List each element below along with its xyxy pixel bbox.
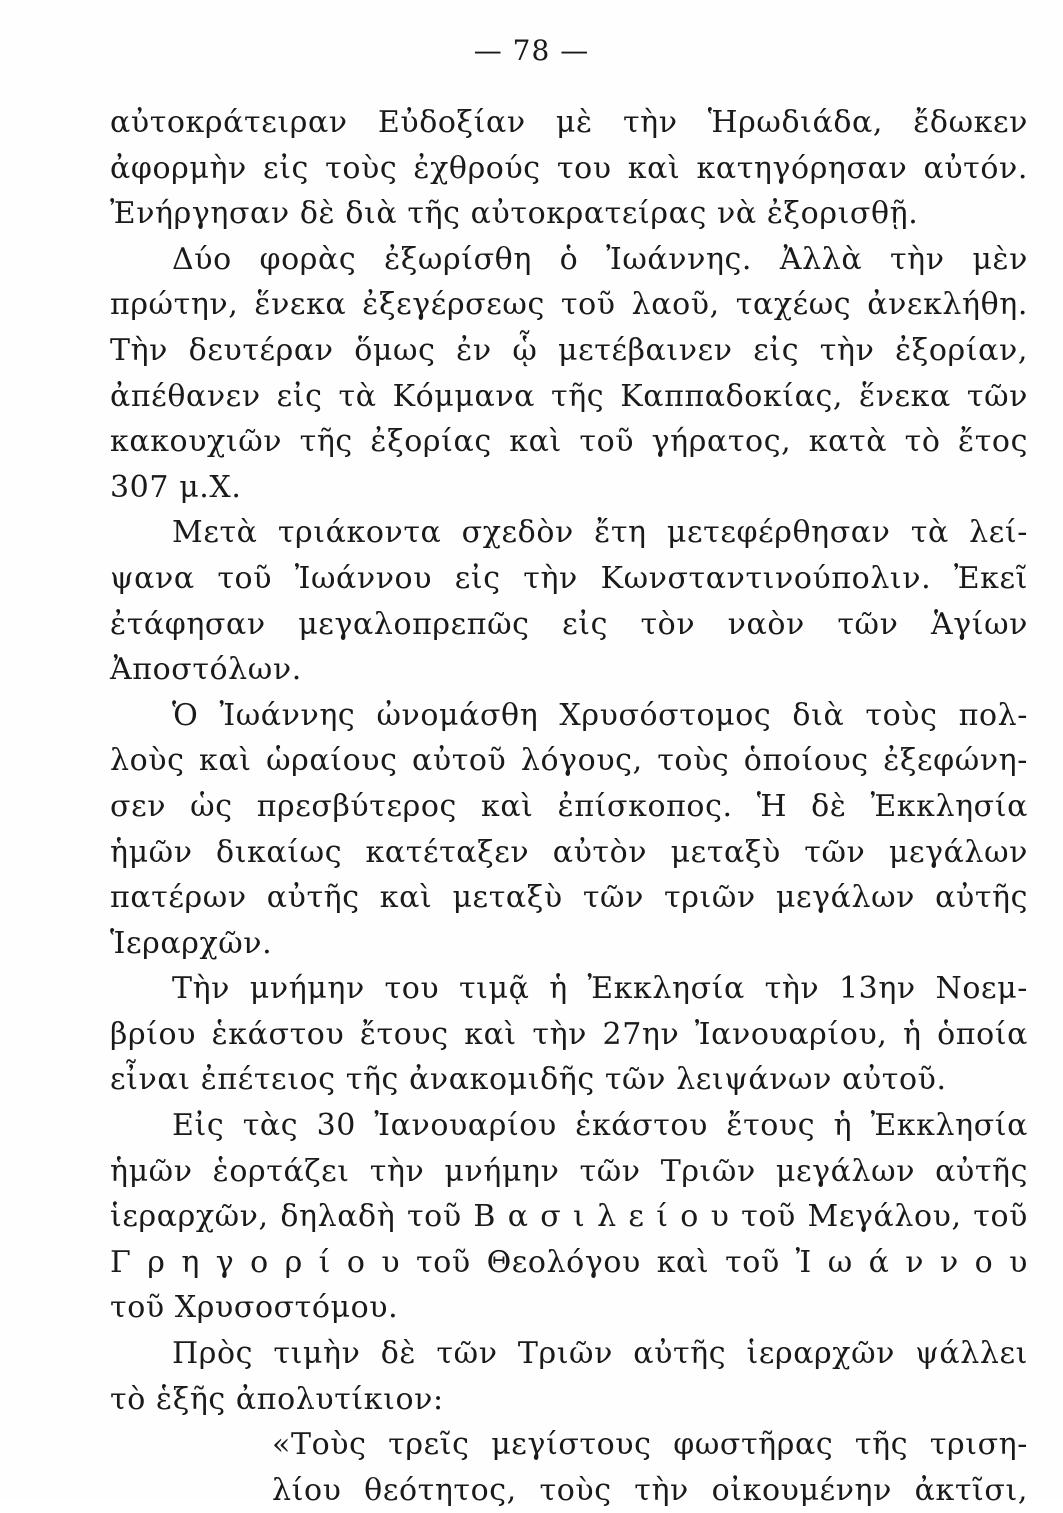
text-line: πατέρων αὐτῆς καὶ μεταξὺ τῶν τριῶν μεγάλων αὐτῆς xyxy=(110,880,1028,916)
text-line: Δύο φορὰς ἐξωρίσθη ὁ Ἰωάννης. Ἀλλὰ τὴν μὲν xyxy=(172,241,1028,277)
text-line: κακουχιῶν τῆς ἐξορίας καὶ τοῦ γήρατος, κατὰ τὸ ἔτος xyxy=(110,424,1028,460)
text-line: αὐτοκράτειραν Εὐδοξίαν μὲ τὴν Ἡρωδιάδα, ἔδωκεν xyxy=(110,105,1028,140)
text-line: ἡμῶν ἑορτάζει τὴν μνήμην τῶν Τριῶν μεγάλων αὐτῆς xyxy=(110,1153,1028,1189)
text-line: Ἱεραρχῶν. xyxy=(110,925,273,961)
text-line: βρίου ἑκάστου ἔτους καὶ τὴν 27ην Ἰανουαρίου, ἡ ὁποία xyxy=(110,1016,1028,1052)
text-line: Τὴν μνήμην του τιμᾷ ἡ Ἐκκλησία τὴν 13ην Νοεμ- xyxy=(172,971,1028,1007)
text-line: Τὴν δευτέραν ὅμως ἐν ᾧ μετέβαινεν εἰς τὴν ἐξορίαν, xyxy=(110,332,1028,368)
text-line: τὸ ἑξῆς ἀπολυτίκιον: xyxy=(110,1381,444,1417)
text-line: σεν ὡς πρεσβύτερος καὶ ἐπίσκοπος. Ἡ δὲ Ἐκκλησία xyxy=(110,788,1028,824)
text-line: πρώτην, ἕνεκα ἐξεγέρσεως τοῦ λαοῦ, ταχέως ἀνεκλήθη. xyxy=(110,287,1028,323)
text-line: 307 μ.Χ. xyxy=(110,469,242,505)
text-line: Ὁ Ἰωάννης ὠνομάσθη Χρυσόστομος διὰ τοὺς πολ- xyxy=(172,697,1028,733)
text-line: ψανα τοῦ Ἰωάννου εἰς τὴν Κωνσταντινούπολιν. Ἐκεῖ xyxy=(110,560,1028,596)
text-line: λίου θεότητος, τοὺς τὴν οἰκουμένην ἀκτῖσι, xyxy=(272,1472,1028,1508)
text-line: εἶναι ἐπέτειος τῆς ἀνακομιδῆς τῶν λειψάνων αὐτοῦ. xyxy=(110,1062,947,1098)
text-line: ἡμῶν δικαίως κατέταξεν αὐτὸν μεταξὺ τῶν μεγάλων xyxy=(110,834,1028,870)
text-line: Ἀποστόλων. xyxy=(110,652,302,688)
text-line: Μετὰ τριάκοντα σχεδὸν ἔτη μετεφέρθησαν τὰ λεί- xyxy=(172,515,1028,551)
text-line: Εἰς τὰς 30 Ἰανουαρίου ἑκάστου ἔτους ἡ Ἐκκλησία xyxy=(172,1108,1028,1144)
text-line: ἱεραρχῶν, δηλαδὴ τοῦ Β α σ ι λ ε ί ο υ τοῦ Μεγάλου, τοῦ xyxy=(110,1199,1028,1235)
page-number: — 78 — xyxy=(473,34,590,67)
text-line: Ἐνήργησαν δὲ διὰ τῆς αὐτοκρατείρας νὰ ἐξορισθῇ. xyxy=(110,196,919,232)
text-line: λοὺς καὶ ὡραίους αὐτοῦ λόγους, τοὺς ὁποίους ἐξεφώνη- xyxy=(110,743,1028,779)
text-line: «Τοὺς τρεῖς μεγίστους φωστῆρας τῆς τριση- xyxy=(272,1427,1028,1463)
text-line: ἀπέθανεν εἰς τὰ Κόμμανα τῆς Καππαδοκίας, ἕνεκα τῶν xyxy=(110,378,1028,414)
body-text xyxy=(110,100,1028,1513)
text-line: ἐτάφησαν μεγαλοπρεπῶς εἰς τὸν ναὸν τῶν Ἁγίων xyxy=(110,606,1028,642)
text-line: τοῦ Χρυσοστόμου. xyxy=(110,1290,399,1326)
text-line: Γ ρ η γ ο ρ ί ο υ τοῦ Θεολόγου καὶ τοῦ Ἰ ω ά ν ν ο υ xyxy=(110,1244,1028,1280)
text-line: Πρὸς τιμὴν δὲ τῶν Τριῶν αὐτῆς ἱεραρχῶν ψάλλει xyxy=(172,1336,1028,1372)
text-line: ἀφορμὴν εἰς τοὺς ἐχθρούς του καὶ κατηγόρησαν αὐτόν. xyxy=(110,150,1028,186)
